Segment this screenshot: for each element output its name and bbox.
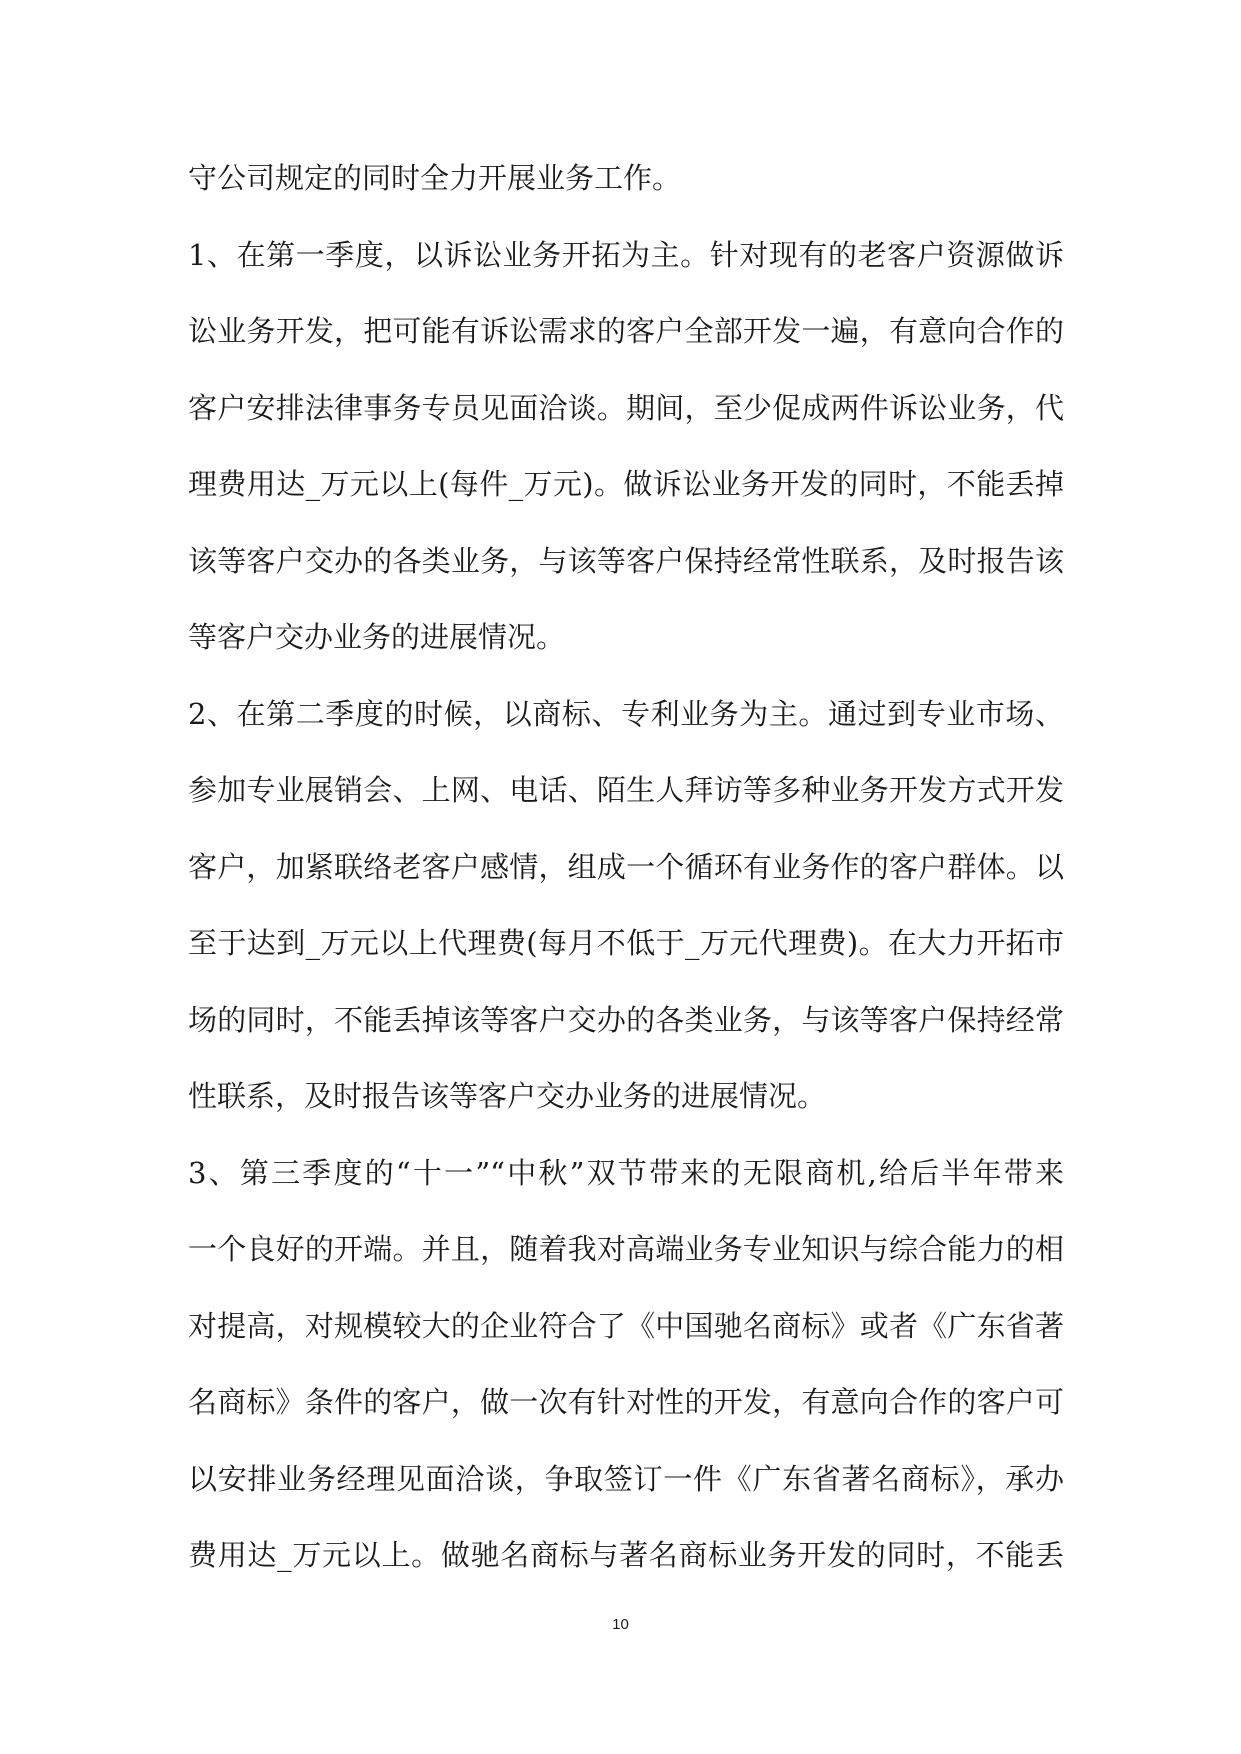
text-line: 讼业务开发，把可能有诉讼需求的客户全部开发一遍，有意向合作的 (188, 314, 1064, 348)
text-line: 客户安排法律事务专员见面洽谈。期间，至少促成两件诉讼业务，代 (188, 390, 1064, 425)
page-number: 10 (612, 1616, 629, 1633)
text-line: 3、第三季度的“十一”“中秋”双节带来的无限商机,给后半年带来 (188, 1155, 1064, 1190)
text-line: 性联系，及时报告该等客户交办业务的进展情况。 (188, 1079, 827, 1113)
text-line: 1、在第一季度，以诉讼业务开拓为主。针对现有的老客户资源做诉 (188, 237, 1064, 272)
text-line: 等客户交办业务的进展情况。 (188, 620, 566, 654)
text-line: 客户，加紧联络老客户感情，组成一个循环有业务作的客户群体。以 (188, 849, 1064, 884)
text-line: 名商标》条件的客户，做一次有针对性的开发，有意向合作的客户可 (188, 1385, 1064, 1419)
text-line: 理费用达_万元以上(每件_万元)。做诉讼业务开发的同时，不能丢掉 (188, 467, 1064, 501)
text-line: 至于达到_万元以上代理费(每月不低于_万元代理费)。在大力开拓市 (188, 926, 1064, 960)
text-line: 该等客户交办的各类业务，与该等客户保持经常性联系，及时报告该 (188, 543, 1064, 578)
text-line: 参加专业展销会、上网、电话、陌生人拜访等多种业务开发方式开发 (188, 773, 1064, 807)
text-line: 守公司规定的同时全力开展业务工作。 (188, 161, 682, 195)
text-line: 2、在第二季度的时候，以商标、专利业务为主。通过到专业市场、 (188, 696, 1064, 731)
body-text (188, 140, 1064, 1594)
text-line: 场的同时，不能丢掉该等客户交办的各类业务，与该等客户保持经常 (188, 1002, 1064, 1037)
text-line: 费用达_万元以上。做驰名商标与著名商标业务开发的同时，不能丢 (188, 1538, 1064, 1572)
text-line: 对提高，对规模较大的企业符合了《中国驰名商标》或者《广东省著 (188, 1308, 1064, 1343)
text-line: 以安排业务经理见面洽谈，争取签订一件《广东省著名商标》，承办 (188, 1461, 1064, 1496)
text-line: 一个良好的开端。并且，随着我对高端业务专业知识与综合能力的相 (188, 1232, 1064, 1266)
